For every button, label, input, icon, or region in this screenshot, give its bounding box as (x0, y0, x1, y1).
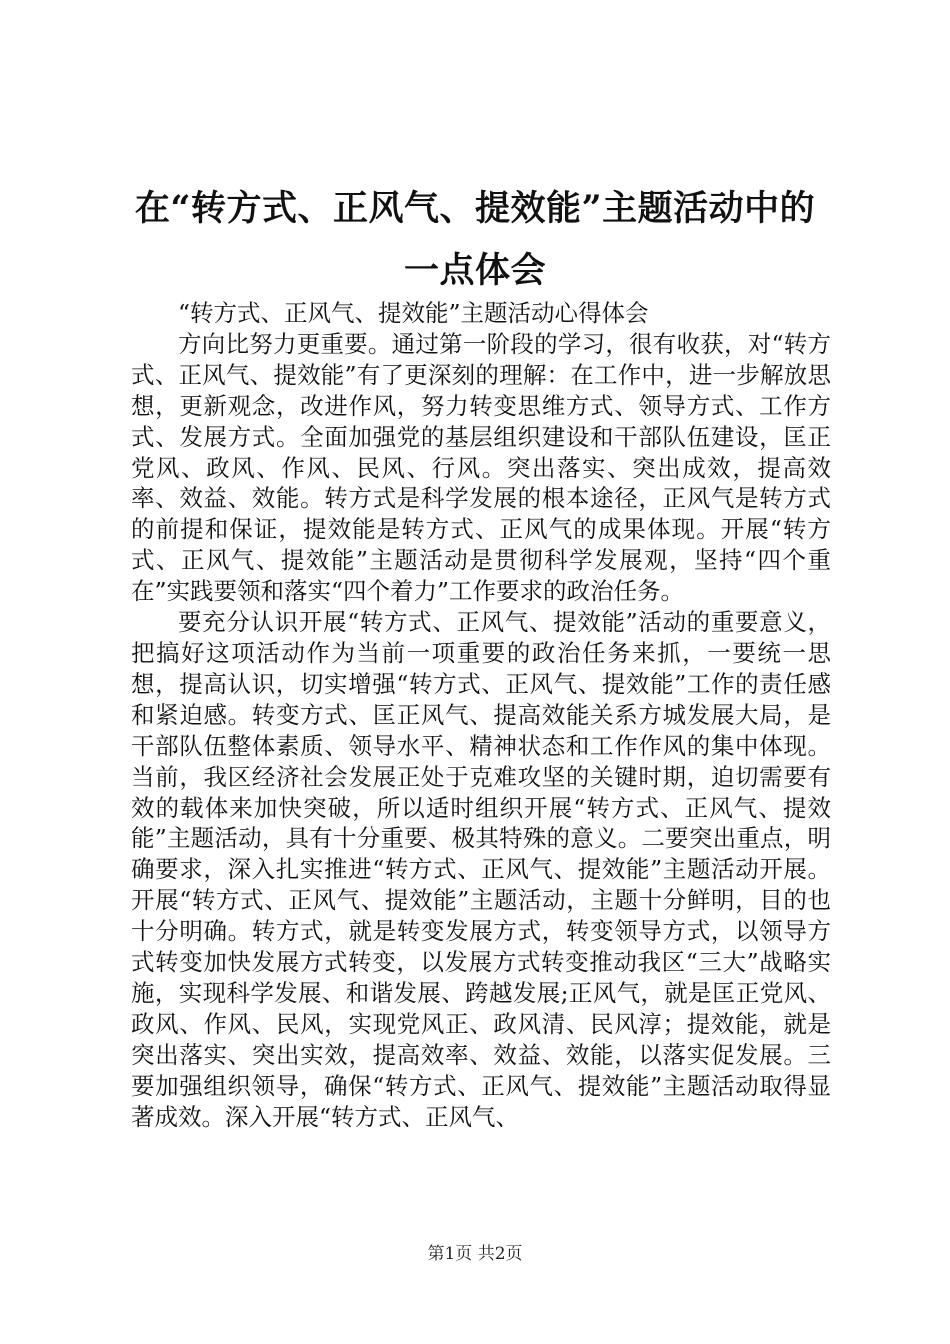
document-title (110, 178, 840, 302)
body-paragraph-2: 要充分认识开展“转方式、正风气、提效能”活动的重要意义，把搞好这项活动作为当前一项重要的政治任务来抓，一要统一思想，提高认识，切实增强“转方式、正风气、提效能”工作的责任感和紧迫感。转变方式、匡正风气、提高效能关系方城发展大局，是干部队伍整体素质、领导水平、精神状态和工作作风的集中体现。当前，我区经济社会发展正处于克难攻坚的关键时期，迫切需要有效的载体来加快突破，所以适时组织开展“转方式、正风气、提效能”主题活动，具有十分重要、极其特殊的意义。二要突出重点，明确要求，深入扎实推进“转方式、正风气、提效能”主题活动开展。开展“转方式、正风气、提效能”主题活动，主题十分鲜明，目的也十分明确。转方式，就是转变发展方式，转变领导方式，以领导方式转变加快发展方式转变，以发展方式转变推动我区“三大”战略实施，实现科学发展、和谐发展、跨越发展;正风气，就是匡正党风、政风、作风、民风，实现党风正、政风清、民风淳；提效能，就是突出落实、突出实效，提高效率、效益、效能，以落实促发展。三要加强组织领导，确保“转方式、正风气、提效能”主题活动取得显著成效。深入开展“转方式、正风气、 (131, 608, 831, 1131)
document-body (131, 298, 831, 1132)
title-line-1: 在“转方式、正风气、提效能”主题活动中的 (134, 188, 816, 229)
body-paragraph-1: 方向比努力更重要。通过第一阶段的学习，很有收获，对“转方式、正风气、提效能”有了更深刻的理解：在工作中，进一步解放思想，更新观念，改进作风，努力转变思维方式、领导方式、工作方式、发展方式。全面加强党的基层组织建设和干部队伍建设，匡正党风、政风、作风、民风、行风。突出落实、突出成效，提高效率、效益、效能。转方式是科学发展的根本途径，正风气是转方式的前提和保证，提效能是转方式、正风气的成果体现。开展“转方式、正风气、提效能”主题活动是贯彻科学发展观，坚持“四个重在”实践要领和落实“四个着力”工作要求的政治任务。 (131, 329, 831, 606)
page-indicator: 第1页 共2页 (427, 1244, 523, 1264)
page-footer (0, 1243, 950, 1265)
subtitle-paragraph: “转方式、正风气、提效能”主题活动心得体会 (178, 299, 649, 327)
title-line-2: 一点体会 (403, 250, 546, 291)
